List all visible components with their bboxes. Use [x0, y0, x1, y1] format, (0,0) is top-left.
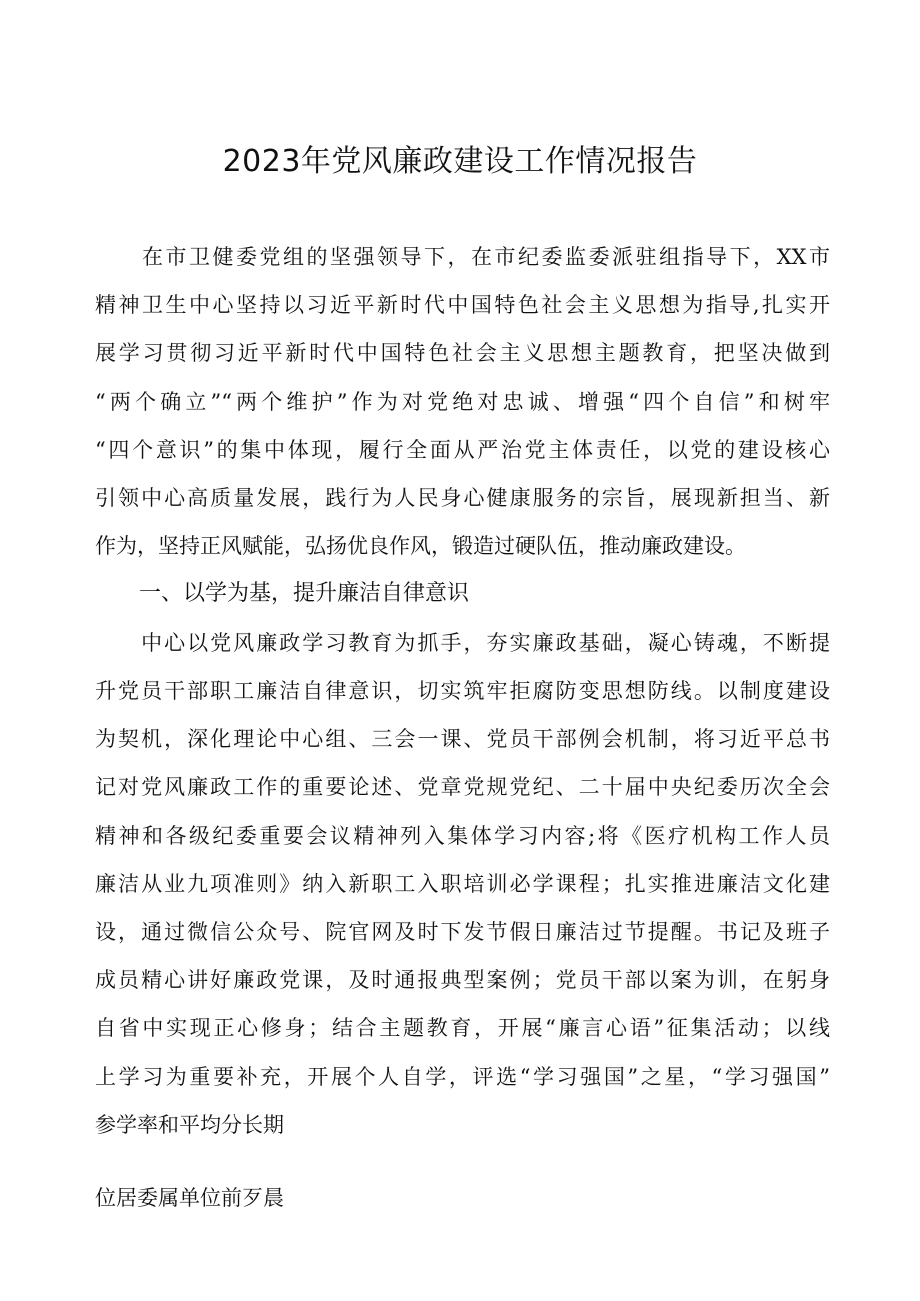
body-line: 廉洁从业九项准则》纳入新职工入职培训必学课程；扎实推进廉洁文化建 — [95, 872, 830, 896]
body-line: 中心以党风廉政学习教育为抓手，夯实廉政基础，凝心铸魂，不断提 — [95, 631, 830, 655]
body-line: 位居委属单位前歹晨 — [95, 1186, 284, 1210]
body-line: 设，通过微信公众号、院官网及时下发节假日廉洁过节提醒。书记及班子 — [95, 920, 830, 944]
body-line: 展学习贯彻习近平新时代中国特色社会主义思想主题教育，把坚决做到 — [95, 341, 830, 365]
page-title: 2023年党风廉政建设工作情况报告 — [222, 144, 698, 179]
section-heading: 一、以学为基，提升廉洁自律意识 — [95, 581, 470, 606]
body-line: “四个意识”的集中体现，履行全面从严治党主体责任，以党的建设核心 — [95, 438, 830, 462]
body-line: “两个确立”“两个维护”作为对党绝对忠诚、增强“四个自信”和树牢 — [95, 390, 830, 414]
body-line: 升党员干部职工廉洁自律意识，切实筑牢拒腐防变思想防线。以制度建设 — [95, 679, 830, 703]
body-line: 引领中心高质量发展，践行为人民身心健康服务的宗旨，展现新担当、新 — [95, 486, 830, 510]
body-line: 作为，坚持正风赋能，弘扬优良作风，锻造过硬队伍，推动廉政建设。 — [95, 534, 746, 558]
body-line: 精神卫生中心坚持以习近平新时代中国特色社会主义思想为指导,扎实开 — [95, 293, 830, 317]
body-line: 记对党风廉政工作的重要论述、党章党规党纪、二十届中央纪委历次全会 — [95, 775, 830, 799]
body-line: 参学率和平均分长期 — [95, 1113, 284, 1137]
body-line: 自省中实现正心修身；结合主题教育，开展“廉言心语”征集活动；以线 — [95, 1016, 830, 1040]
body-line: 成员精心讲好廉政党课，及时通报典型案例；党员干部以案为训，在躬身 — [95, 968, 830, 992]
body-line: 上学习为重要补充，开展个人自学，评选“学习强国”之星，“学习强国” — [95, 1065, 830, 1089]
body-line: 为契机，深化理论中心组、三会一课、党员干部例会机制，将习近平总书 — [95, 727, 830, 751]
body-line: 在市卫健委党组的坚强领导下，在市纪委监委派驻组指导下，XX市 — [95, 245, 830, 269]
body-line: 精神和各级纪委重要会议精神列入集体学习内容;将《医疗机构工作人员 — [95, 824, 830, 848]
